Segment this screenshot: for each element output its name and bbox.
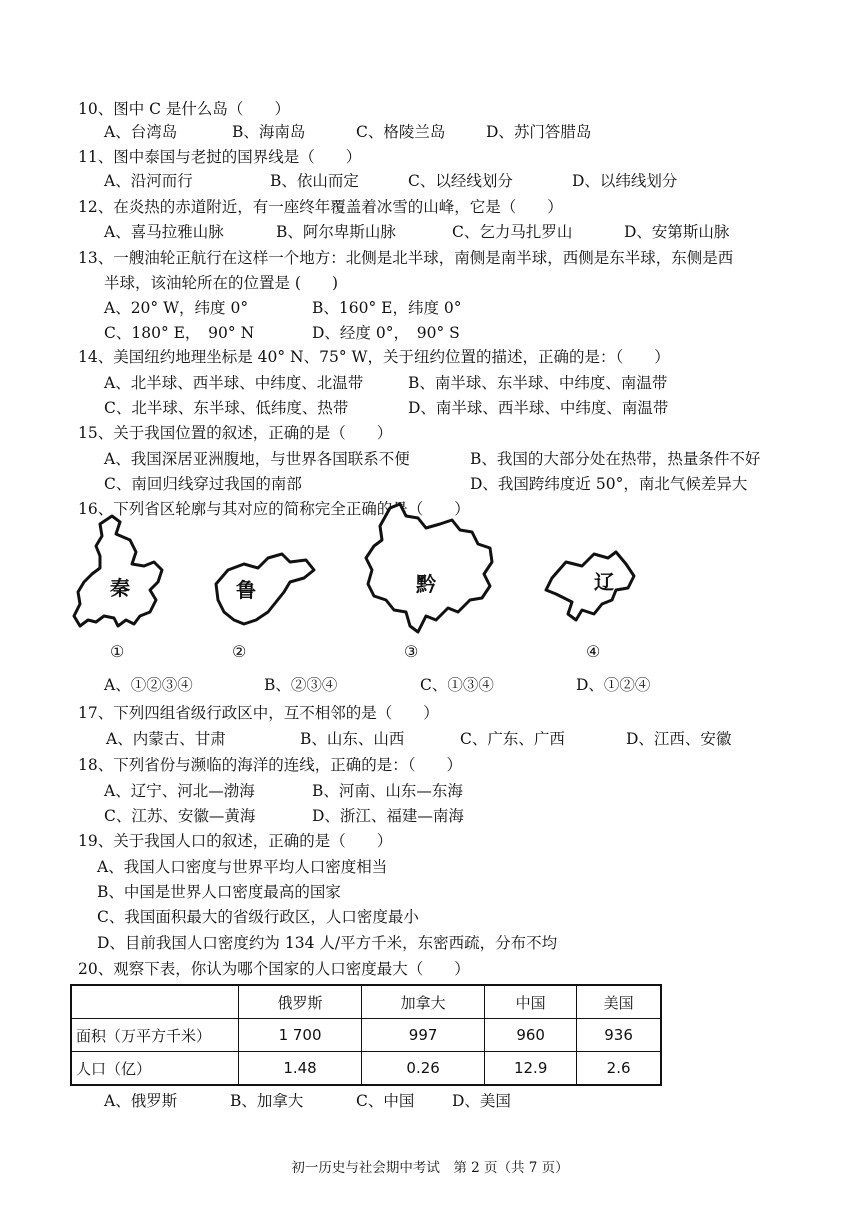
question-20-stem: 20、观察下表，你认为哪个国家的人口密度最大（ ）: [78, 960, 470, 978]
question-17-options: [0, 728, 860, 750]
option-d: D、我国跨纬度近 50°，南北气候差异大: [470, 475, 748, 493]
option-a: A、北半球、西半球、中纬度、北温带: [104, 374, 364, 392]
question-20-options: [0, 1090, 860, 1112]
option-c: C、北半球、东半球、低纬度、热带: [104, 399, 349, 417]
province-map-4: [542, 548, 642, 632]
option-b: B、海南岛: [232, 123, 306, 141]
page-footer: 初一历史与社会期中考试 第 2 页（共 7 页）: [291, 1160, 569, 1176]
table-cell: 960: [485, 1019, 577, 1052]
table-row: [71, 1052, 661, 1086]
option-c: C、①③④: [420, 676, 494, 694]
option-b: B、山东、山西: [300, 730, 405, 748]
question-14-options-row2: [0, 397, 860, 419]
table-header-cell: 美国: [577, 985, 661, 1019]
option-a: A、我国深居亚洲腹地，与世界各国联系不便: [104, 450, 410, 468]
option-a: A、①②③④: [104, 676, 193, 694]
option-b: B、依山而定: [270, 172, 359, 190]
option-a: A、我国人口密度与世界平均人口密度相当: [97, 858, 388, 876]
option-c: C、广东、广西: [460, 730, 565, 748]
question-16-options: [0, 674, 860, 696]
question-12-options: [0, 221, 860, 243]
question-15-options-row2: [0, 473, 860, 495]
table-cell: 12.9: [485, 1052, 577, 1086]
option-d: D、苏门答腊岛: [486, 123, 592, 141]
option-b: B、阿尔卑斯山脉: [276, 223, 396, 241]
question-15-stem: 15、关于我国位置的叙述，正确的是（ ）: [78, 424, 393, 442]
province-abbr: 秦: [110, 576, 130, 600]
option-d: D、以纬线划分: [572, 172, 678, 190]
option-d: D、目前我国人口密度约为 134 人/平方千米，东密西疏，分布不均: [97, 934, 558, 952]
table-cell: 997: [362, 1019, 485, 1052]
question-10-stem: 10、图中 C 是什么岛（ ）: [78, 100, 290, 118]
option-b: B、河南、山东—东海: [312, 782, 463, 800]
map-number-4: ④: [586, 642, 601, 661]
table-row-label: 人口（亿）: [71, 1052, 239, 1086]
option-d: D、南半球、西半球、中纬度、南温带: [408, 399, 669, 417]
table-cell: 2.6: [577, 1052, 661, 1086]
province-abbr: 黔: [416, 572, 436, 596]
option-c: C、180° E， 90° N: [104, 324, 255, 342]
province-abbr: 鲁: [236, 578, 256, 602]
population-table: [70, 984, 662, 1086]
question-18-options-row2: [0, 805, 860, 827]
table-cell: 0.26: [362, 1052, 485, 1086]
province-abbr: 辽: [594, 570, 614, 594]
question-11-stem: 11、图中泰国与老挝的国界线是（ ）: [78, 148, 362, 166]
option-a: A、沿河而行: [104, 172, 193, 190]
option-d: D、①②④: [576, 676, 651, 694]
option-c: C、格陵兰岛: [356, 123, 446, 141]
table-row: [71, 1019, 661, 1052]
table-header-cell: 俄罗斯: [239, 985, 362, 1019]
map-number-1: ①: [110, 642, 125, 661]
question-14-options-row1: [0, 372, 860, 394]
option-c: C、乞力马扎罗山: [452, 223, 573, 241]
question-17-stem: 17、下列四组省级行政区中，互不相邻的是（ ）: [78, 704, 439, 722]
table-cell: 1.48: [239, 1052, 362, 1086]
table-cell: 1 700: [239, 1019, 362, 1052]
province-map-2: [210, 550, 320, 634]
option-c: C、我国面积最大的省级行政区，人口密度最小: [97, 908, 419, 926]
option-a: A、20° W，纬度 0°: [104, 299, 249, 317]
option-a: A、台湾岛: [104, 123, 178, 141]
option-b: B、南半球、东半球、中纬度、南温带: [408, 374, 668, 392]
table-row-label: 面积（万平方千米）: [71, 1019, 239, 1052]
question-15-options-row1: [0, 448, 860, 470]
question-11-options: [0, 170, 860, 192]
question-10-options: [0, 121, 860, 143]
option-d: D、安第斯山脉: [624, 223, 730, 241]
option-a: A、辽宁、河北—渤海: [104, 782, 255, 800]
option-b: B、加拿大: [230, 1092, 304, 1110]
option-d: D、江西、安徽: [626, 730, 732, 748]
option-c: C、以经线划分: [408, 172, 513, 190]
province-map-1: [70, 512, 180, 641]
question-13-stem-cont: 半球，该油轮所在的位置是 ( ): [104, 274, 339, 292]
option-d: D、经度 0°， 90° S: [312, 324, 460, 342]
question-14-stem: 14、美国纽约地理坐标是 40° N、75° W，关于纽约位置的描述，正确的是：（ ）: [78, 348, 670, 366]
table-header-cell: 加拿大: [362, 985, 485, 1019]
province-outline-figure: [70, 500, 650, 670]
question-18-options-row1: [0, 780, 860, 802]
option-b: B、②③④: [264, 676, 338, 694]
option-a: A、俄罗斯: [104, 1092, 178, 1110]
question-13-options-row2: [0, 322, 860, 344]
option-b: B、我国的大部分处在热带，热量条件不好: [470, 450, 761, 468]
map-number-2: ②: [232, 642, 247, 661]
option-b: B、160° E，纬度 0°: [312, 299, 462, 317]
map-number-3: ③: [404, 642, 419, 661]
question-12-stem: 12、在炎热的赤道附近，有一座终年覆盖着冰雪的山峰，它是（ ）: [78, 198, 563, 216]
table-header-cell: [71, 985, 239, 1019]
option-b: B、中国是世界人口密度最高的国家: [97, 883, 341, 901]
option-a: A、喜马拉雅山脉: [104, 223, 224, 241]
question-13-options-row1: [0, 297, 860, 319]
table-cell: 936: [577, 1019, 661, 1052]
table-header-cell: 中国: [485, 985, 577, 1019]
question-13-stem: 13、一艘油轮正航行在这样一个地方：北侧是北半球，南侧是南半球，西侧是东半球，东侧是西: [78, 249, 734, 267]
option-d: D、浙江、福建—南海: [312, 807, 464, 825]
option-a: A、内蒙古、甘肃: [106, 730, 226, 748]
question-18-stem: 18、下列省份与濒临的海洋的连线，正确的是：（ ）: [78, 756, 462, 774]
option-c: C、江苏、安徽—黄海: [104, 807, 256, 825]
province-map-3: [360, 500, 510, 644]
question-16-stem: 16、下列省区轮廓与其对应的简称完全正确的是（ ）: [78, 500, 470, 518]
question-19-stem: 19、关于我国人口的叙述，正确的是（ ）: [78, 832, 393, 850]
option-d: D、美国: [452, 1092, 511, 1110]
option-c: C、南回归线穿过我国的南部: [104, 475, 302, 493]
option-c: C、中国: [356, 1092, 415, 1110]
table-header-row: [71, 985, 661, 1019]
